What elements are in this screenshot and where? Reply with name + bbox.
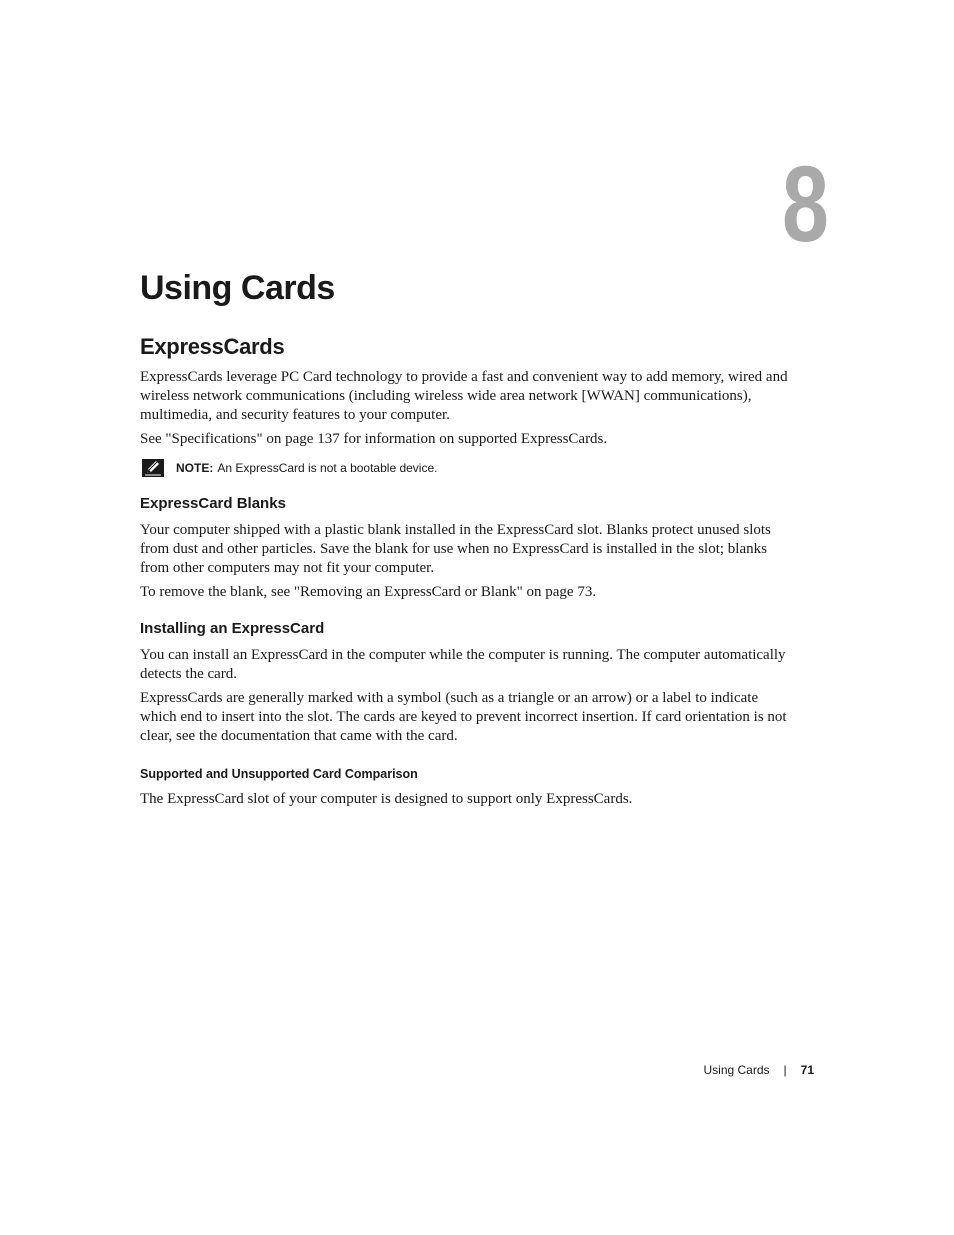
paragraph: See "Specifications" on page 137 for information on supported ExpressCards. [140,431,608,447]
note-callout [142,459,788,477]
chapter-number: 8 [782,143,829,264]
paragraph: ExpressCards leverage PC Card technology to provide a fast and convenient way to add memory, wired and wireless network communications (including wireless wide area network [WWAN] communications), multimedia, and security features to your computer. [140,369,788,423]
page-content [140,268,788,814]
paragraph: Your computer shipped with a plastic blank installed in the ExpressCard slot. Blanks protect unused slots from dust and other particles. Save the blank for use when no ExpressCard is installed in the slot; blanks from other computers may not fit your computer. [140,522,771,576]
subsection-heading-blanks: ExpressCard Blanks [140,495,286,512]
paragraph: ExpressCards are generally marked with a symbol (such as a triangle or an arrow) or a label to indicate which end to insert into the slot. The cards are keyed to prevent incorrect insertion. If card orientation is not clear, see the documentation that came with the card. [140,690,787,744]
note-body: An ExpressCard is not a bootable device. [217,461,438,475]
note-label: NOTE: [176,461,214,475]
subsection-heading-installing: Installing an ExpressCard [140,620,325,637]
footer-separator: | [783,1063,787,1077]
footer-section-title: Using Cards [703,1063,770,1077]
page-number: 71 [800,1063,814,1077]
section-heading-expresscards: ExpressCards [140,334,285,359]
paragraph: To remove the blank, see "Removing an ExpressCard or Blank" on page 73. [140,584,597,600]
subsubsection-heading-comparison: Supported and Unsupported Card Comparison [140,767,418,781]
note-pencil-icon [142,459,164,477]
paragraph: You can install an ExpressCard in the computer while the computer is running. The computer automatically detects the card. [140,647,786,682]
paragraph: The ExpressCard slot of your computer is designed to support only ExpressCards. [140,791,633,807]
note-text [176,460,437,476]
chapter-title: Using Cards [140,269,335,307]
page-footer [600,1062,814,1078]
